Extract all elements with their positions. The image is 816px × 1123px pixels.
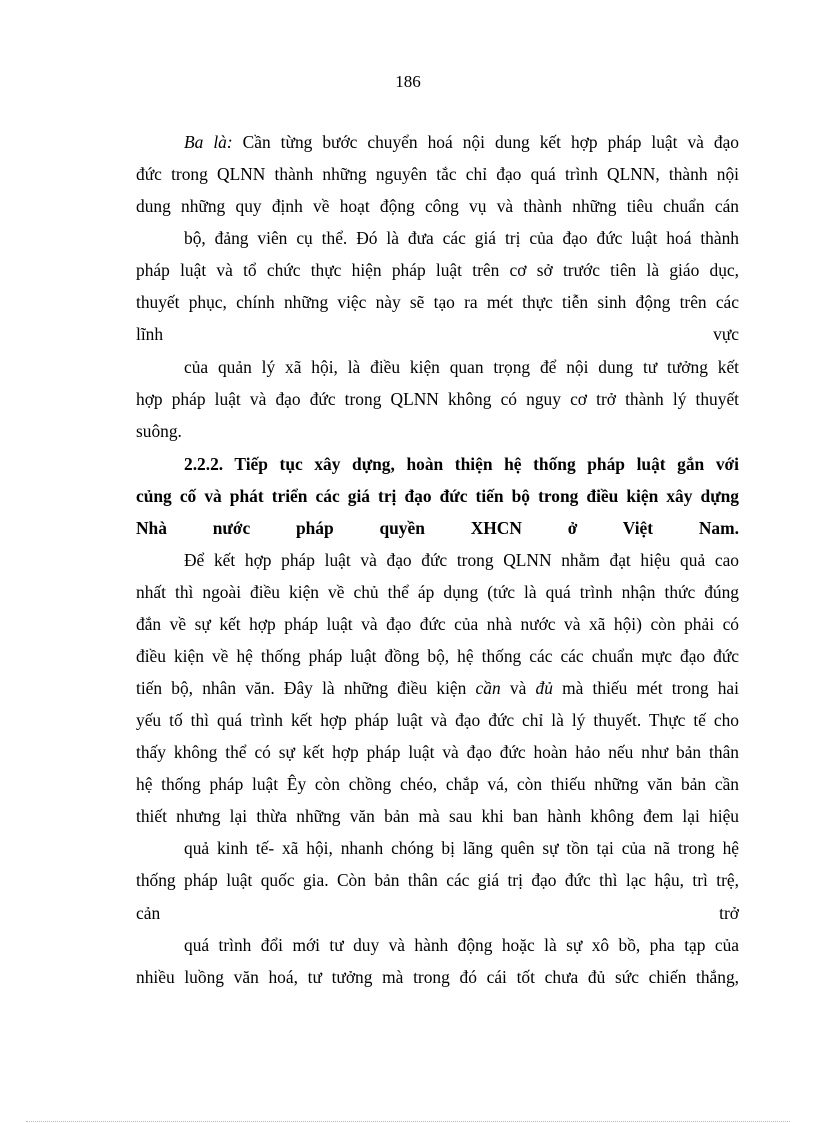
text-line: thấy không thể có sự kết hợp pháp luật và đạo đức hoàn hảo nếu như bản thân (136, 742, 739, 762)
text-line: pháp luật và tổ chức thực hiện pháp luật trên cơ sở trước tiên là giáo dục, (136, 260, 739, 280)
heading-word: XHCN (470, 518, 522, 538)
text-line: hệ thống pháp luật Êy còn chồng chéo, chắp vá, còn thiếu những văn bản cần (136, 774, 739, 794)
text-span: vực (713, 324, 739, 344)
text-line: nhất thì ngoài điều kiện về chủ thể áp dụng (tức là quá trình nhận thức đúng (136, 582, 739, 602)
text-line: quá trình đổi mới tư duy và hành động hoặc là sự xô bồ, pha tạp của (184, 935, 739, 955)
text-line: đức trong QLNN thành những nguyên tắc chỉ đạo quá trình QLNN, thành nội (136, 164, 739, 184)
text-line: bộ, đảng viên cụ thể. Đó là đưa các giá trị của đạo đức luật hoá thành (184, 228, 739, 248)
text-span: cản (136, 903, 161, 923)
text-span: và (500, 678, 536, 698)
heading-word: Việt (622, 518, 654, 538)
page-number: 186 (395, 72, 421, 91)
text-line: đắn về sự kết hợp pháp luật và đạo đức của nhà nước và xã hội) còn phải có (136, 614, 739, 634)
text-line (136, 903, 739, 924)
text-span: trở (719, 903, 739, 923)
heading-word: Nam. (698, 518, 739, 538)
text-line (184, 132, 739, 153)
text-line: yếu tố thì quá trình kết hợp pháp luật và đạo đức chỉ là lý thuyết. Thực tế cho (136, 710, 739, 730)
section-heading-line (136, 518, 739, 539)
lead-phrase: Ba là: (184, 132, 233, 152)
text-line: điều kiện về hệ thống pháp luật đồng bộ, hệ thống các các chuẩn mực đạo đức (136, 646, 739, 666)
text-line: thiết nhưng lại thừa những văn bản mà sau khi ban hành không đem lại hiệu (136, 806, 739, 826)
text-line: dung những quy định về hoạt động công vụ và thành những tiêu chuẩn cán (136, 196, 739, 216)
text-span: tiến bộ, nhân văn. Đây là những điều kiện (136, 678, 476, 698)
heading-word: ở (567, 518, 578, 538)
text-span: mà thiếu mét trong hai (552, 678, 739, 698)
emphasis-text: đủ (535, 678, 553, 698)
text-line (136, 324, 739, 345)
text-line: nhiều luồng văn hoá, tư tưởng mà trong đó cái tốt chưa đủ sức chiến thắng, (136, 967, 739, 987)
text-span: lĩnh (136, 324, 164, 344)
emphasis-text: cần (475, 678, 501, 698)
text-span: Cần từng bước chuyển hoá nội dung kết hợp pháp luật và đạo (232, 132, 740, 152)
text-line: thuyết phục, chính những việc này sẽ tạo ra mét thực tiễn sinh động trên các (136, 292, 739, 312)
text-line: suông. (136, 421, 182, 441)
text-line: quả kinh tế- xã hội, nhanh chóng bị lãng quên sự tồn tại của nã trong hệ (184, 838, 739, 858)
text-line: của quản lý xã hội, là điều kiện quan trọng để nội dung tư tưởng kết (184, 357, 739, 377)
heading-word: quyền (379, 518, 425, 538)
text-line: Để kết hợp pháp luật và đạo đức trong QLNN nhằm đạt hiệu quả cao (184, 550, 739, 570)
heading-word: Nhà (136, 518, 167, 538)
heading-word: pháp (295, 518, 334, 538)
footer-rule (26, 1121, 790, 1122)
section-heading-line: 2.2.2. Tiếp tục xây dựng, hoàn thiện hệ thống pháp luật gắn với (184, 454, 739, 474)
text-line: thống pháp luật quốc gia. Còn bản thân các giá trị đạo đức thì lạc hậu, trì trệ, (136, 870, 739, 890)
text-line: hợp pháp luật và đạo đức trong QLNN không có nguy cơ trở thành lý thuyết (136, 389, 739, 409)
heading-word: nước (212, 518, 251, 538)
text-line (136, 678, 739, 699)
section-heading-line: củng cố và phát triển các giá trị đạo đức tiến bộ trong điều kiện xây dựng (136, 486, 739, 506)
